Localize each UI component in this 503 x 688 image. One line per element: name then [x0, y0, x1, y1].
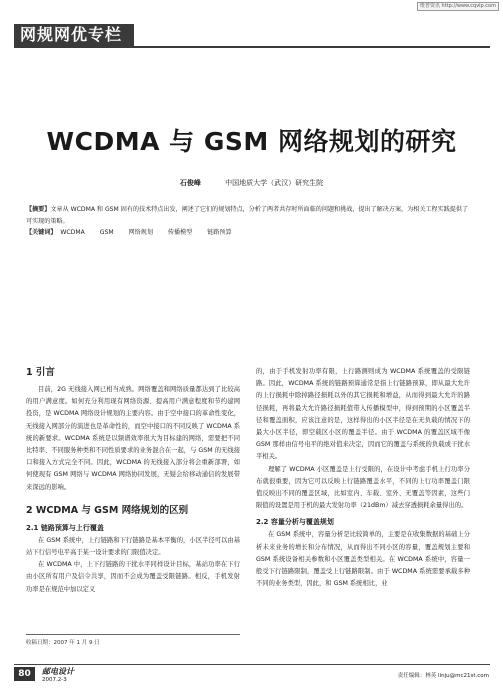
body-paragraph: 目前，2G 无线接入网已相当成熟。网络覆盖和网络质量都达到了比较高的用户满意度。如何充分利用现有网络资源、提高用户满意程度和节约建网投资，是 WCDMA 网络设计规划的主要内容。由于空中接口的革命性变化，无线接入网部分的演进也是革命性的，而空中接口的不同反映了 WCDMA 系统的新要求。WCDMA 系统是以频谱效率很大为目标建的网络，需要把不同比特率、不同服务种类和不同性质要求的业务混合在一起，与 GSM 的无线接口和接入方式完全不同。因此，WCDMA 的无线接入部分将会重新部署，如何使现有 GSM 网络与 WCDMA 网络协同发展，无疑会给移动通信的发展带来深远的影响。: [26, 386, 240, 491]
column-banner: 网规网优专栏: [14, 24, 134, 46]
journal-name: 邮电设计: [42, 666, 74, 676]
footer-rule: [14, 664, 490, 665]
site-watermark: 维普资讯 http://www.cqvip.com: [417, 2, 499, 11]
abstract-label: 【摘要】: [26, 206, 51, 213]
author-line: [0, 178, 503, 188]
abstract-block: [26, 204, 474, 239]
abstract-text: 文章从 WCDMA 和 GSM 固有的技术特点出发，阐述了它们的规划特点，分析了两者共存时所面临的问题和挑战，提出了解决方案，为相关工程实践提供了可实现的策略。: [26, 206, 469, 225]
section-heading: 2 WCDMA 与 GSM 网络规划的区别: [26, 504, 189, 516]
article-title: WCDMA 与 GSM 网络规划的研究: [46, 127, 457, 156]
body-paragraph: 的，由于手机发射功率有限，上行路测则成为 WCDMA 系统覆盖的受限链路。因此，WCDMA 系统的链路预算通常是指上行链路预算，即从最大允许的上行损耗中除掉路径损耗以外的其它损耗和增益，从而得到最大允许的路径损耗，再将最大允许路径损耗值带入传播模型中，得到预期的小区覆盖半径和覆盖面积，应该注意的是，这样得出的小区半径是在无负载的情况下的最大小区半径，即空载区小区的覆盖半径。由于 WCDMA 的覆盖区域不像 GSM 那样由信号电平的绝对值来决定，因而它的覆盖与系统的负载或干扰水平相关。: [256, 368, 470, 461]
keywords-label: 【关键词】: [26, 229, 57, 236]
editor-credit: 责任编辑：林英 linju@mc21st.com: [397, 673, 489, 679]
keyword: 链路预算: [207, 229, 232, 236]
journal-issue: 2007.2-3: [42, 677, 67, 683]
body-paragraph: 在 GSM 系统中，容量分析是比较简单的，主要是在收集数据的基础上分析未来业务的增长和分布情况，从而得出不同小区的容量，覆盖规划主要和 GSM 系统设备相关参数和小区覆盖类型相关。在 WCDMA 系统中，容量一般受下行链路限制，覆盖受上行链路限制。由于 WCDMA 系统需要承载多种不同的业务类型，因此，和 GSM 系统相比，业: [256, 531, 470, 588]
keyword: 传播模型: [167, 229, 193, 236]
author-affiliation: 中国地质大学（武汉）研究生院: [225, 179, 324, 187]
keywords-line: [26, 227, 474, 239]
body-paragraph: 理解了 WCDMA 小区覆盖是上行受限的，在设计中考虑手机上行功率分布就很重要，因为它可以反映上行链路覆盖水平，不同的上行功率覆盖门限值反映出不同的覆盖区域，比如室内、车载、室外、无覆盖等因素，这些门限值的设置是用于机的最大发射功率（21dBm）减去穿透损耗余量得出的。: [256, 465, 470, 510]
body-paragraph: 在 GSM 系统中，上行链路和下行链路是基本平衡的，小区半径可以由基站下行信号电平高于某一设计要求的门限值决定。: [26, 536, 240, 557]
left-column: [26, 366, 240, 596]
keyword: WCDMA: [60, 229, 85, 236]
section-heading: 1 引言: [26, 367, 55, 378]
author-name: 石俊峰: [179, 179, 201, 187]
right-column: [256, 366, 470, 590]
body-paragraph: 在 WCDMA 中，上下行链路的干扰水平同样设计目标，基站功率在下行由小区所有用户及信令共享，因而不会成为覆盖受限链路。相反，手机发射功率是在规范中加以定义: [26, 561, 240, 593]
page-number: 80: [14, 667, 35, 681]
keyword: 网络规划: [128, 229, 153, 236]
subsection-heading: 2.1 链路预算与上行覆盖: [26, 523, 104, 532]
banner-rule: [14, 46, 490, 48]
received-date: 收稿日期：2007 年 1 月 9 日: [26, 634, 240, 646]
keyword: GSM: [99, 229, 114, 236]
subsection-heading: 2.2 容量分析与覆盖规划: [256, 518, 334, 527]
abstract-paragraph: [26, 204, 474, 227]
